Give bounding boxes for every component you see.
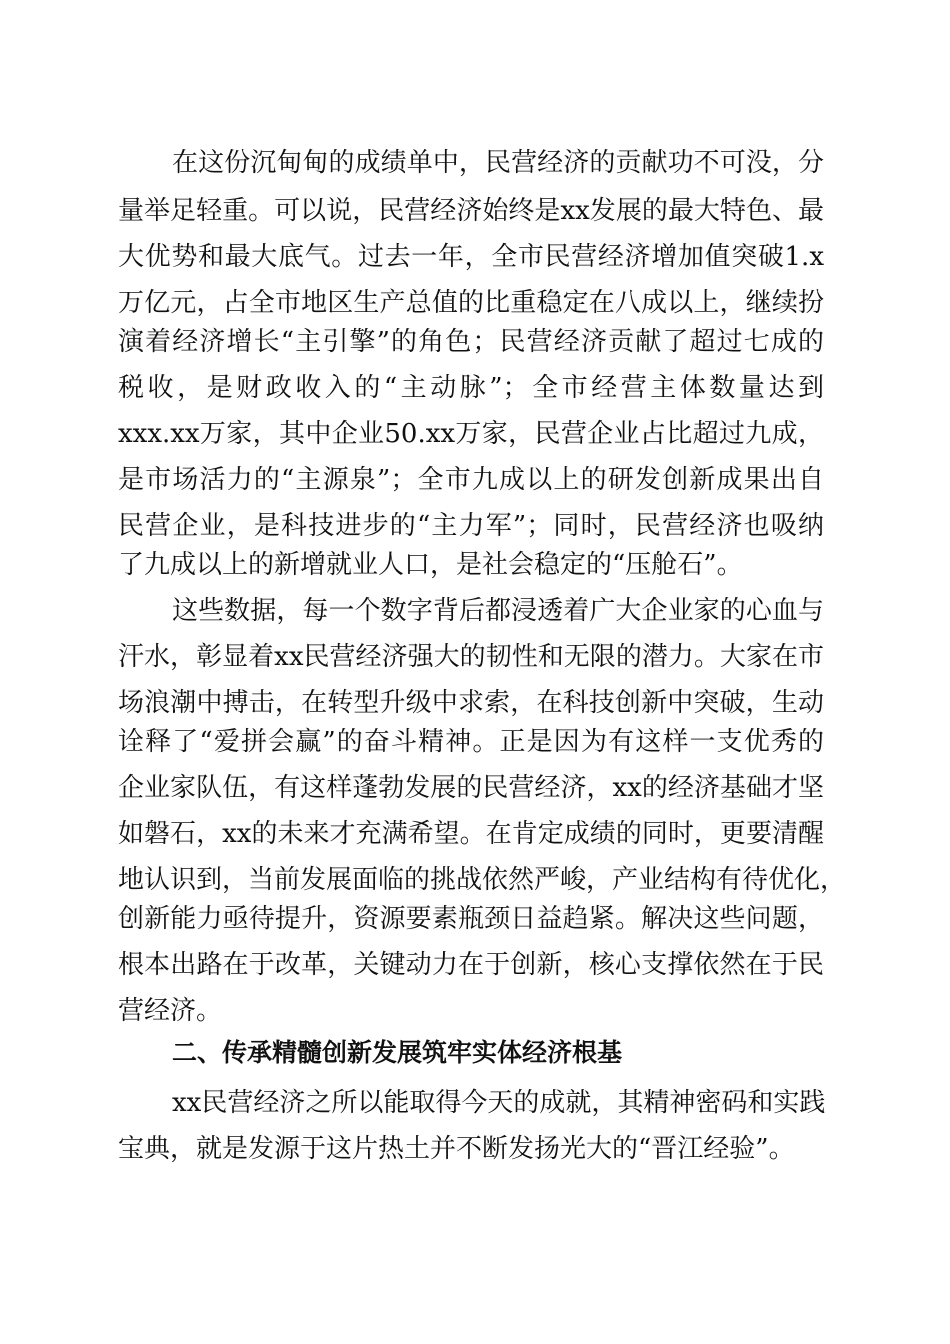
paragraph-3-line-2: 宝典，就是发源于这片热土并不断发扬光大的“晋江经验”。 (118, 1134, 795, 1164)
paragraph-1-line-7: xxx.xx万家，其中企业50.xx万家，民营企业占比超过九成， (118, 419, 824, 449)
paragraph-2-line-5: 企业家队伍，有这样蓬勃发展的民营经济，xx的经济基础才坚 (118, 773, 824, 803)
paragraph-1-line-4: 万亿元，占全市地区生产总值的比重稳定在八成以上，继续扮 (118, 288, 824, 318)
paragraph-1-line-1: 在这份沉甸甸的成绩单中，民营经济的贡献功不可没，分 (172, 148, 824, 178)
section-heading: 二、传承精髓创新发展筑牢实体经济根基 (172, 1038, 623, 1067)
paragraph-1-line-9: 民营企业，是科技进步的“主力军”；同时，民营经济也吸纳 (118, 511, 824, 541)
paragraph-2-line-10: 营经济。 (118, 996, 223, 1026)
paragraph-2-line-3: 场浪潮中搏击，在转型升级中求索，在科技创新中突破，生动 (118, 688, 824, 718)
paragraph-2-line-2: 汗水，彰显着xx民营经济强大的韧性和无限的潜力。大家在市 (118, 642, 824, 672)
paragraph-1-line-5: 演着经济增长“主引擎”的角色；民营经济贡献了超过七成的 (118, 327, 824, 357)
paragraph-2-line-4: 诠释了“爱拼会赢”的奋斗精神。正是因为有这样一支优秀的 (118, 727, 824, 757)
paragraph-1-line-6: 税收，是财政收入的“主动脉”；全市经营主体数量达到 (118, 373, 824, 403)
paragraph-3-line-1: xx民营经济之所以能取得今天的成就，其精神密码和实践 (172, 1088, 826, 1118)
paragraph-2-line-1: 这些数据，每一个数字背后都浸透着广大企业家的心血与 (172, 596, 824, 626)
paragraph-1-line-10: 了九成以上的新增就业人口，是社会稳定的“压舱石”。 (118, 550, 743, 580)
paragraph-1-line-2: 量举足轻重。可以说，民营经济始终是xx发展的最大特色、最 (118, 196, 824, 226)
paragraph-2-line-8: 创新能力亟待提升，资源要素瓶颈日益趋紧。解决这些问题， (118, 904, 824, 934)
paragraph-2-line-6: 如磐石，xx的未来才充满希望。在肯定成绩的同时，更要清醒 (118, 819, 824, 849)
paragraph-2-line-7: 地认识到，当前发展面临的挑战依然严峻，产业结构有待优化， (118, 865, 847, 895)
paragraph-2-line-9: 根本出路在于改革，关键动力在于创新，核心支撑依然在于民 (118, 950, 824, 980)
paragraph-1-line-3: 大优势和最大底气。过去一年，全市民营经济增加值突破1.x (118, 242, 824, 272)
paragraph-1-line-8: 是市场活力的“主源泉”；全市九成以上的研发创新成果出自 (118, 465, 824, 495)
